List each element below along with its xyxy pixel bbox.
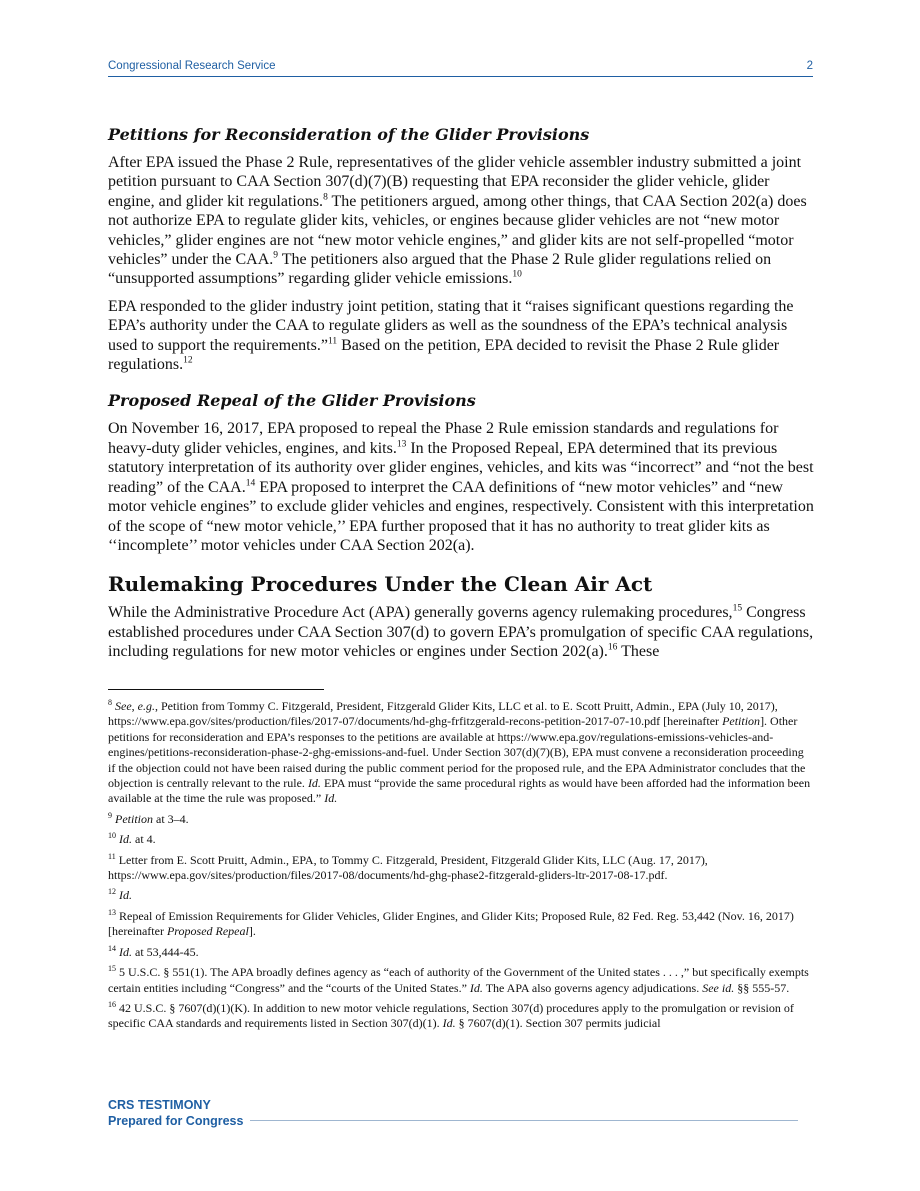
footnote-15: $^{15}$ 5 U.S.C. § 551(1). The APA broadly defines agency as “each of authority of the Government of the United states . . . ,” but specifically exempts certain entities including “Congress” and the “courts of the United States.” Id. The APA also governs agency adjudications. See id. §§ 555-57.	[108, 964, 809, 995]
crs-footer	[108, 1097, 798, 1129]
section-heading-rulemaking: Rulemaking Procedures Under the Clean Air Act	[108, 572, 653, 597]
footnote-12: $^{12}$ Id.	[108, 887, 132, 903]
footnote-ref-9[interactable]: 9	[273, 250, 279, 261]
paragraph-rulemaking: While the Administrative Procedure Act (APA) generally governs agency rulemaking procedures,$^{15}$ Congress established procedures under CAA Section 307(d) to govern EPA’s promulgation of specific CAA regulations, including regulations for new motor vehicles or engines under Section 202(a).$^{16}$ These	[108, 603, 814, 661]
header-publisher: Congressional Research Service	[108, 60, 276, 72]
footnote-10: $^{10}$ Id. at 4.	[108, 831, 156, 847]
footnote-14: $^{14}$ Id. at 53,444-45.	[108, 943, 199, 959]
footnotes	[108, 699, 814, 1037]
footnote-11: $^{11}$ Letter from E. Scott Pruitt, Admin., EPA, to Tommy C. Fitzgerald, President, Fitzgerald Glider Kits, LLC (Aug. 17, 2017), https://www.epa.gov/sites/production/files/2017-08/documents/hd-ghg-phase2-fitzgerald-gliders-ltr-2017-08-17.pdf.	[108, 851, 708, 883]
footnote-ref-8[interactable]: 8	[323, 192, 328, 203]
section-heading-proposed-repeal: Proposed Repeal of the Glider Provisions	[108, 391, 476, 411]
footnote-9: $^9$ Petition at 3–4.	[108, 810, 189, 826]
running-header	[108, 60, 813, 77]
paragraph-epa-response: EPA responded to the glider industry joint petition, stating that it “raises significant questions regarding the EPA’s authority under the CAA to regulate gliders as well as the soundness of the EPA’s technical analysis used to support the requirements.”$^{11}$ Based on the petition, EPA decided to revisit the Phase 2 Rule glider regulations.$^{12}$	[108, 297, 794, 374]
footnote-ref-11[interactable]: 11	[327, 336, 338, 347]
paragraph-proposed-repeal: On November 16, 2017, EPA proposed to repeal the Phase 2 Rule emission standards and regulations for heavy-duty glider vehicles, engines, and kits.$^{13}$ In the Proposed Repeal, EPA determined that its previous statutory interpretation of its authority over glider engines, vehicles, and kits was “incorrect” and “not the best reading” of the CAA.$^{14}$ EPA proposed to interpret the CAA definitions of “new motor vehicles” and “new motor vehicle engines” to exclude glider vehicles and engines, respectively. Consistent with this interpretation of the scope of “new motor vehicle,’’ EPA further proposed that it has no authority to treat glider kits as ‘‘incomplete’’ motor vehicles under CAA Section 202(a).	[108, 420, 814, 554]
footnote-ref-13[interactable]: 13	[396, 439, 407, 450]
footer-line-1: CRS TESTIMONY	[108, 1098, 211, 1112]
footnote-ref-10[interactable]: 10	[512, 270, 522, 281]
footnote-13: $^{13}$ Repeal of Emission Requirements for Glider Vehicles, Glider Engines, and Glider Kits; Proposed Rule, 82 Fed. Reg. 53,442 (Nov. 16, 2017) [hereinafter Proposed Repeal].	[108, 907, 794, 939]
footnote-ref-16[interactable]: 16	[607, 642, 618, 653]
main-text	[108, 124, 814, 670]
footnote-separator	[108, 689, 324, 690]
footer-line-2: Prepared for Congress	[108, 1114, 244, 1128]
footnote-ref-15[interactable]: 15	[732, 603, 743, 614]
footnote-ref-12[interactable]: 12	[183, 355, 193, 366]
footer-rule	[250, 1120, 798, 1121]
section-heading-petitions: Petitions for Reconsideration of the Glider Provisions	[108, 125, 590, 144]
footnote-16: $^{16}$ 42 U.S.C. § 7607(d)(1)(K). In addition to new motor vehicle regulations, Section 307(d) procedures apply to the promulgation or revision of specific CAA standards and requirements listed in Section 307(d)(1). Id. § 7607(d)(1). Section 307 permits judicial	[108, 999, 794, 1031]
footnote-ref-14[interactable]: 14	[245, 478, 256, 489]
paragraph-petition: After EPA issued the Phase 2 Rule, representatives of the glider vehicle assembler industry submitted a joint petition pursuant to CAA Section 307(d)(7)(B) requesting that EPA reconsider the glider vehicle, glider engine, and glider kit regulations.$^8$ The petitioners argued, among other things, that CAA Section 202(a) does not authorize EPA to regulate glider kits, vehicles, or engines because glider vehicles are not “new motor vehicles,” glider engines are not “new motor vehicle engines,” and glider kits are not self-propelled “motor vehicles” under the CAA.$^9$ The petitioners also argued that the Phase 2 Rule glider regulations relied on “unsupported assumptions” regarding glider vehicle emissions.$^{10}$	[108, 154, 807, 288]
page-number: 2	[806, 60, 813, 72]
footnote-8: $^8$ See, e.g., Petition from Tommy C. Fitzgerald, President, Fitzgerald Glider Kits, LLC et al. to E. Scott Pruitt, Admin., EPA (July 10, 2017), https://www.epa.gov/sites/production/files/2017-07/documents/hd-ghg-frfitzgerald-recons-petition-2017-07-10.pdf [hereinafter Petition]. Other petitions for reconsideration and EPA’s responses to the petitions are available at https://www.epa.gov/regulations-emissions-vehicles-and-engines/petitions-reconsideration-phase-2-ghg-emissions-and-fuel. Under Section 307(d)(7)(B), EPA must convene a reconsideration proceeding if the objection could not have been raised during the public comment period for the proposed rule, and the EPA Administrator concludes that the objection is centrally relevant to the rule. Id. EPA must “provide the same procedural rights as would have been afforded had the information been available at the time the rule was proposed.” Id.	[108, 698, 811, 806]
